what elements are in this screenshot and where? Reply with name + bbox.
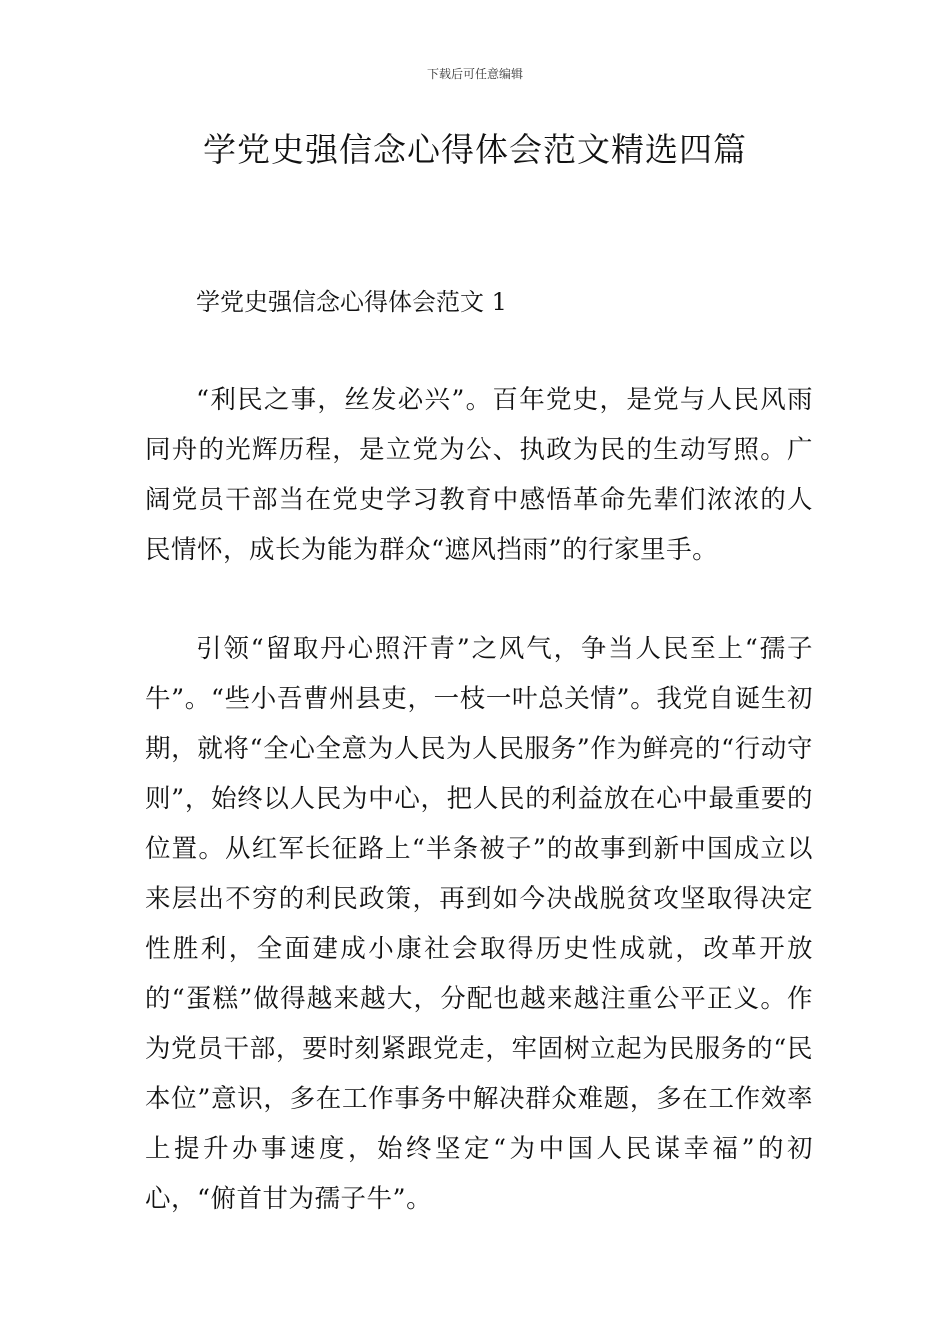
section-heading: 学党史强信念心得体会范文 1: [196, 288, 507, 316]
header-note: 下载后可任意编辑: [426, 67, 523, 81]
document-title: 学党史强信念心得体会范文精选四篇: [203, 130, 747, 169]
body-paragraph: 引领“留取丹心照汗青”之风气，争当人民至上“孺子牛”。“些小吾曹州县吏，一枝一叶总关情”。我党自诞生初期，就将“全心全意为人民为人民服务”作为鲜亮的“行动守则”，始终以人民为中心，把人民的利益放在心中最重要的位置。从红军长征路上“半条被子”的故事到新中国成立以来层出不穷的利民政策，再到如今决战脱贫攻坚取得决定性胜利，全面建成小康社会取得历史性成就，改革开放的“蛋糕”做得越来越大，分配也越来越注重公平正义。作为党员干部，要时刻紧跟党走，牢固树立起为民服务的“民本位”意识，多在工作事务中解决群众难题，多在工作效率上提升办事速度，始终坚定“为中国人民谋幸福”的初心，“俯首甘为孺子牛”。: [145, 634, 813, 1214]
body-paragraph: “利民之事，丝发必兴”。百年党史，是党与人民风雨同舟的光辉历程，是立党为公、执政为民的生动写照。广阔党员干部当在党史学习教育中感悟革命先辈们浓浓的人民情怀，成长为能为群众“遮风挡雨”的行家里手。: [145, 385, 813, 565]
